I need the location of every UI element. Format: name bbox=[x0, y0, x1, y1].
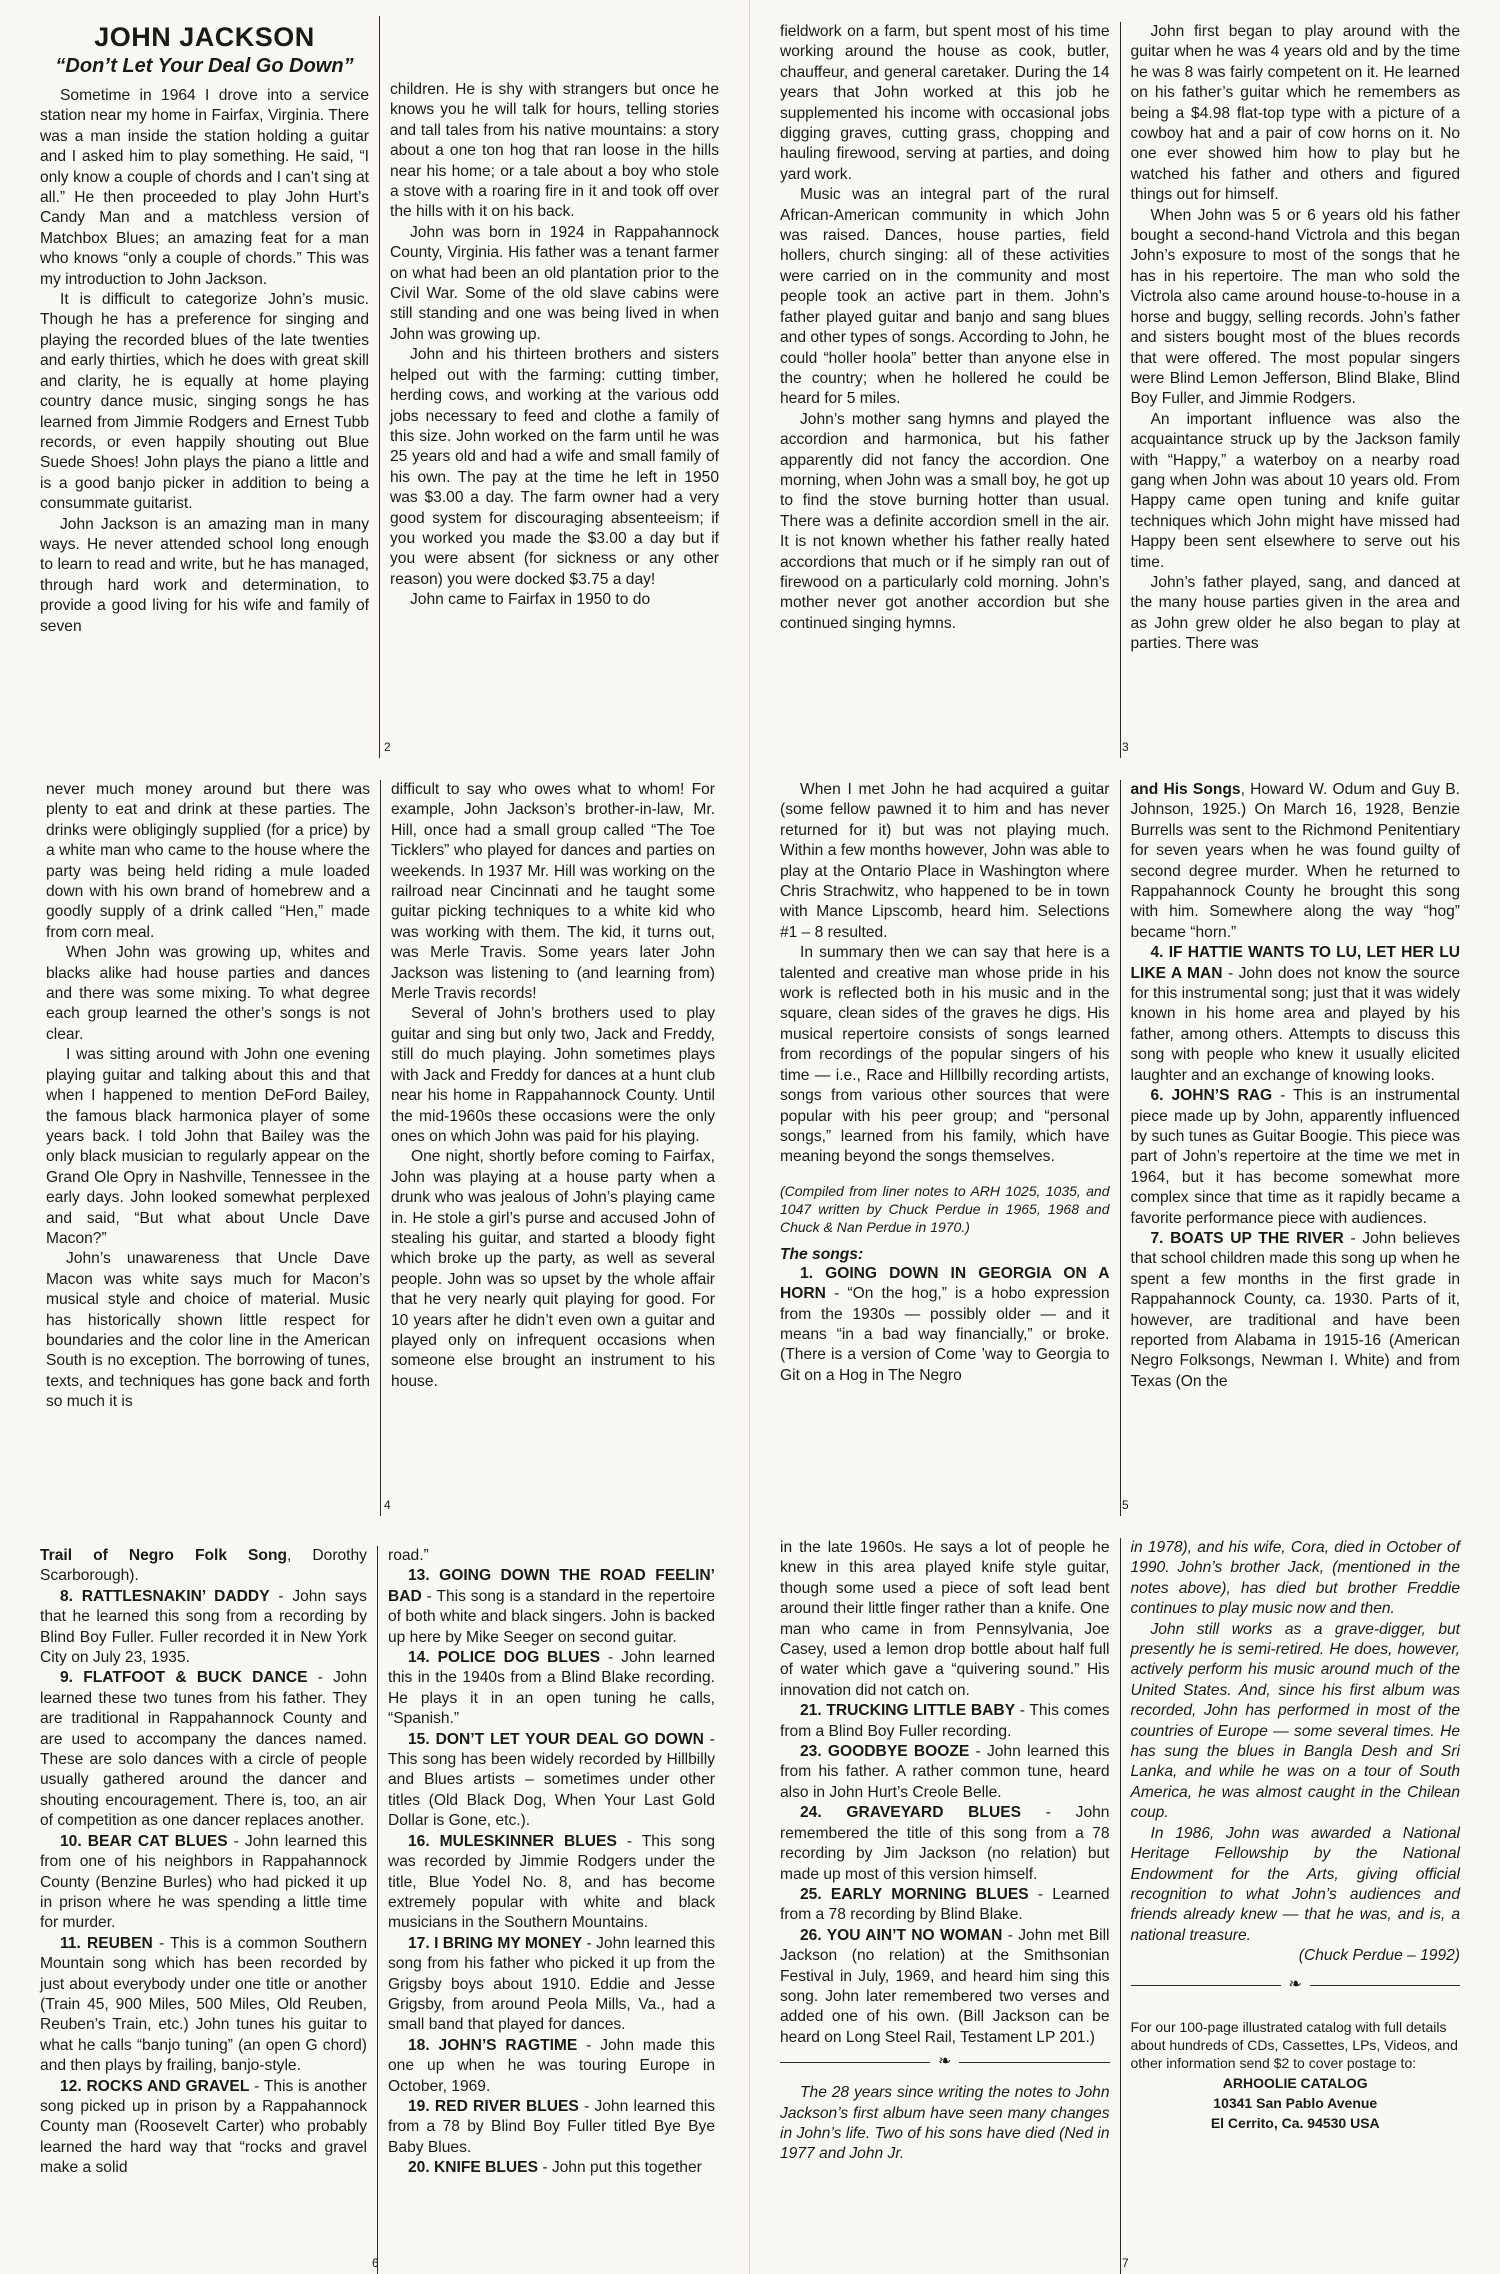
song-text: - John learned this from a 78 by Blind Boy Fuller titled Bye Bye Baby Blues. bbox=[388, 2097, 716, 2156]
song-text: - John learned this from one of his neighbors in Rappahannock County (Benzine Burles) who had picked it up in prison where he was spending a little time for murder. bbox=[40, 1832, 368, 1932]
song-entry bbox=[388, 1730, 715, 1832]
paragraph: fieldwork on a farm, but spent most of his time working around the house as cook, butler, chauffeur, and general caretaker. During the 14 years that John worked at this job he supplemented his income with occasional jobs digging graves, cutting grass, chopping and hauling firewood, serving at parties, and doing yard work. bbox=[780, 23, 1110, 183]
song-title: 8. RATTLESNAKIN’ DADDY bbox=[60, 1587, 270, 1605]
song-title: 24. GRAVEYARD BLUES bbox=[800, 1804, 1022, 1822]
postscript: in 1978), and his wife, Cora, died in October of 1990. John’s brother Jack, (mentioned in the notes above), has died but brother Freddie continues to play music now and then. bbox=[1130, 1539, 1460, 1618]
page-4-column-1 bbox=[0, 780, 380, 1516]
title-block bbox=[40, 22, 369, 78]
song-entry bbox=[40, 1668, 367, 1831]
source-note: (Compiled from liner notes to ARH 1025, 1035, and 1047 written by Chuck Perdue in 1965, 1968 and Chuck & Nan Perdue in 1970.) bbox=[780, 1182, 1110, 1235]
page-6-column-2 bbox=[377, 1546, 749, 2274]
song-title: 13. GOING DOWN THE ROAD FEELIN’ BAD bbox=[388, 1567, 715, 1605]
song-entry bbox=[1131, 780, 1461, 943]
paragraph: John’s mother sang hymns and played the accordion and harmonica, but his father apparently did not fancy the accordion. One morning, when John was a small boy, he got up to find the stove burning hotter than usual. There was a definite accordion smell in the air. It is not known whether his father really hated accordions that much or if he simply ran out of firewood on a particularly cold morning. John’s mother never got another accordion but she continued singing hymns. bbox=[780, 410, 1110, 632]
song-title: 15. DON’T LET YOUR DEAL GO DOWN bbox=[408, 1730, 704, 1748]
song-text: - John learned this from his father. A rather common tune, heard also in John Hurt’s Creole Belle. bbox=[780, 1743, 1110, 1801]
fleuron-icon: ❧ bbox=[930, 2053, 959, 2070]
song-title: 20. KNIFE BLUES bbox=[408, 2159, 538, 2177]
song-entry bbox=[780, 1742, 1110, 1803]
song-entry bbox=[1131, 1229, 1461, 1392]
song-entry bbox=[388, 2036, 715, 2097]
page-4 bbox=[0, 758, 750, 1516]
paragraph: children. He is shy with strangers but once he knows you he will talk for hours, telling stories and tall tales from his native mountains: a story about a one ton hog that ran loose in the hills near his home; or a tale about a boy who stole a stove with a roaring fire in it and took off over the hills with it on his back. bbox=[390, 81, 719, 221]
song-entry bbox=[388, 2097, 715, 2158]
song-text: - This is a common Southern Mountain song which has been recorded by just about everybody under one title or another (Train 45, 900 Miles, 500 Miles, Old Reuben, Reuben’s Train, etc.) John tunes his guitar to what he calls “banjo tuning” (an open G chord) and then plays by frailing, banjo-style. bbox=[40, 1934, 368, 2075]
signature: (Chuck Perdue – 1992) bbox=[1298, 1947, 1460, 1965]
paragraph: John first began to play around with the guitar when he was 4 years old and by the time he was 8 was fairly competent on it. He learned on his father’s guitar which he remembers as being a $4.98 flat-top type with a picture of a cowboy hat and a pair of cow horns on it. No one ever showed him how to play but he watched his father and others and figured things out for himself. bbox=[1130, 23, 1460, 204]
song-title: 9. FLATFOOT & BUCK DANCE bbox=[60, 1669, 308, 1687]
song-text: - This comes from a Blind Boy Fuller recording. bbox=[780, 1702, 1110, 1740]
song-entry bbox=[388, 1648, 715, 1730]
paragraph: Several of John’s brothers used to play guitar and sing but only two, Jack and Freddy, still do much playing. John sometimes plays with Jack and Freddy for dances at a hunt club near his home in Rappahannock County. Until the mid-1960s these occasions were the only ones on which John was paid for his playing. bbox=[391, 1005, 715, 1145]
catalog-info bbox=[1131, 2018, 1461, 2132]
paragraph: An important influence was also the acquaintance struck up by the Jackson family with “Happy,” a waterboy on a nearby road gang when John was about 10 years old. From Happy came open tuning and knife guitar techniques which John might have missed had Happy been sent elsewhere to serve out his time. bbox=[1130, 410, 1460, 571]
song-entry bbox=[40, 1546, 367, 1587]
ornament-divider bbox=[1131, 1975, 1461, 2000]
song-title: 11. REUBEN bbox=[60, 1934, 153, 1952]
song-text: - John learned these two tunes from his father. They are traditional in Rappahannock County and are used to accompany the dances named. These are solo dances with a circle of people usually gathered around the dancer and shouting encouragement. There is, too, an air of competition as one dancer replaces another. bbox=[40, 1669, 367, 1830]
song-text: road.” bbox=[388, 1547, 429, 1564]
page-number: 7 bbox=[1122, 2256, 1129, 2270]
paragraph: In summary then we can say that here is a talented and creative man whose pride in his work is reflected both in his music and in the square, clean sides of the graves he digs. His musical repertoire consists of songs learned from recordings of the popular singers of his time — i.e., Race and Hillbilly recording artists, songs from various other sources that were popular with his peer group; and “personal songs,” learned from his family, which have meaning beyond the songs themselves. bbox=[780, 944, 1110, 1166]
paragraph: Sometime in 1964 I drove into a service station near my home in Fairfax, Virginia. There was a man inside the station holding a guitar and I asked him to play something. He said, “I only know a couple of chords and I can’t sing at all.” He then proceeded to play John Hurt’s Candy Man and a matchless version of Matchbox Blues; an amazing feat for a man who knows “only a couple of chords.” This was my introduction to John Jackson. bbox=[40, 87, 369, 288]
song-entry bbox=[780, 1538, 1110, 1701]
song-entry bbox=[780, 1701, 1110, 1742]
page-5 bbox=[750, 758, 1500, 1516]
page-number: 4 bbox=[384, 1498, 391, 1512]
paragraph: John’s father played, sang, and danced at the many house parties given in the area and as John grew older he also began to play at parties. There was bbox=[1130, 573, 1460, 653]
paragraph: John Jackson is an amazing man in many ways. He never attended school long enough to learn to read and write, but he has managed, through hard work and determination, to provide a good living for his wife and family of seven bbox=[40, 515, 369, 635]
song-text: - John learned this in the 1940s from a Blind Blake recording. He plays it in an open tuning he calls, “Spanish.” bbox=[388, 1649, 715, 1728]
song-text: - “On the hog,” is a hobo expression from the 1930s — possibly older — and it means “in a bad way financially,” or broke. (There is a version of Come ’way to Georgia to Git on a Hog in The Negro bbox=[780, 1285, 1110, 1384]
postscript: The 28 years since writing the notes to John Jackson’s first album have seen many changes in John’s life. Two of his sons have died (Ned in 1977 and John Jr. bbox=[780, 2084, 1110, 2163]
postscript: John still works as a grave-digger, but presently he is semi-retired. He does, however, actively perform his music around much of the United States. And, since his first album was recorded, John has performed in most of the countries of Europe — some several times. He has sung the blues in Bangla Desh and Sri Lanka, and while he was on a tour of South America, he was almost caught in the Chilean coup. bbox=[1130, 1620, 1460, 1822]
song-text: - John made this one up when he was touring Europe in October, 1969. bbox=[388, 2036, 715, 2095]
page-7 bbox=[750, 1516, 1500, 2274]
song-text: - John remembered the title of this song from a 78 recording by Jim Jackson (no relation) but made up most of this version himself. bbox=[780, 1804, 1110, 1883]
song-title: 6. JOHN’S RAG bbox=[1150, 1087, 1273, 1105]
paragraph: never much money around but there was plenty to eat and drink at these parties. The drinks were obligingly supplied (for a price) by a white man who came to the house where the party was being held riding a mule loaded down with his own brand of homebrew and a goodly supply of a drink called “Hen,” made from corn meal. bbox=[46, 781, 370, 941]
paragraph: I was sitting around with John one evening playing guitar and talking about this and that when I happened to mention DeFord Bailey, the famous black harmonica player of some years back. I told John that Bailey was the only black musician to regularly appear on the Grand Ole Opry in Nashville, Tennessee in the early days. John looked somewhat perplexed and said, “But what about Uncle Dave Macon?” bbox=[46, 1046, 370, 1247]
song-entry bbox=[1131, 943, 1461, 1086]
catalog-text: For our 100-page illustrated catalog with full details about hundreds of CDs, Cassettes, LPs, Videos, and other information send $2 to cover postage to: bbox=[1130, 2018, 1458, 2071]
song-title: 7. BOATS UP THE RIVER bbox=[1150, 1229, 1344, 1247]
page-3 bbox=[750, 0, 1500, 758]
song-title: and His Songs bbox=[1130, 781, 1241, 798]
song-text: - This song has been widely recorded by Hillbilly and Blues artists – sometimes under other titles (Old Black Dog, When Your Last Gold Dollar is Gone, etc.). bbox=[388, 1730, 715, 1830]
song-entry bbox=[388, 1546, 715, 1566]
song-entry bbox=[780, 1926, 1110, 2048]
song-entry bbox=[388, 1832, 715, 1934]
song-text: - John learned this song from his father who picked it up from the Grigsby boys about 1910. Eddie and Jesse Grigsby, from around Peola Mills, Va., had a small band that played for dances. bbox=[388, 1934, 715, 2034]
song-text: - John met Bill Jackson (no relation) at the Smithsonian Festival in July, 1969, and heard him sing this song. John later remembered two verses and added one of his own. (Bill Jackson can be heard on Long Steel Rail, Testament LP 201.) bbox=[780, 1926, 1110, 2046]
song-entry bbox=[40, 1587, 367, 1669]
page-7-column-2 bbox=[1120, 1538, 1500, 2274]
song-title: 26. YOU AIN’T NO WOMAN bbox=[800, 1926, 1003, 1944]
song-entry bbox=[1131, 1086, 1461, 1229]
song-title: 21. TRUCKING LITTLE BABY bbox=[800, 1702, 1016, 1720]
page-number: 2 bbox=[384, 740, 391, 754]
song-text: - This is another song picked up in prison by a Rappahannock County man (Roosevelt Carter) who probably learned the hard way that “rocks and gravel make a solid bbox=[40, 2077, 367, 2177]
paragraph: When I met John he had acquired a guitar (some fellow pawned it to him and has never returned for it) but was not playing much. Within a few months however, John was able to play at the Ontario Place in Washington where Chris Strachwitz, who happened to be in town with Mance Lipscomb, heard him. Selections #1 – 8 resulted. bbox=[780, 781, 1110, 941]
song-text: - John believes that school children made this song up when he spent a few months in the first grade in Rappahannock County, ca. 1930. Parts of it, however, are traditional and have been reported from Alabama in 1915-16 (American Negro Folksongs, Newman I. White) and from Texas (On the bbox=[1130, 1229, 1460, 1390]
page-6-column-1 bbox=[0, 1546, 377, 2274]
song-title: 16. MULESKINNER BLUES bbox=[408, 1832, 617, 1850]
page-2-column-1 bbox=[0, 16, 379, 758]
page-number: 3 bbox=[1122, 740, 1129, 754]
paragraph: When John was growing up, whites and blacks alike had house parties and dances and there was some mixing. To what degree each group learned the other’s songs is not clear. bbox=[46, 944, 370, 1043]
song-text: - This song is a standard in the repertoire of both white and black singers. John is backed up here by Mike Seeger on second guitar. bbox=[388, 1587, 715, 1646]
song-entry bbox=[40, 1832, 367, 1934]
page-5-column-2 bbox=[1120, 780, 1500, 1516]
page-2 bbox=[0, 0, 750, 758]
song-entry bbox=[780, 1885, 1110, 1926]
page-title: JOHN JACKSON bbox=[94, 22, 315, 52]
paragraph: One night, shortly before coming to Fairfax, John was playing at a house party when a drunk who was jealous of John’s playing came in. He stole a girl’s purse and accused John of stealing his guitar, and started a bloody fight which broke up the party, as well as several people. John was so upset by the whole affair that he very nearly quit playing for good. For 10 years after he didn’t even own a guitar and played only on infrequent occasions when someone else brought an instrument to his house. bbox=[391, 1148, 715, 1390]
song-title: 4. IF HATTIE WANTS TO LU, LET HER LU LIKE A MAN bbox=[1130, 944, 1460, 982]
song-text: - This song was recorded by Jimmie Rodgers under the title, Blue Yodel No. 8, and has become extremely popular with white and black musicians in the Southern Mountains. bbox=[388, 1832, 715, 1932]
song-title: 18. JOHN’S RAGTIME bbox=[408, 2036, 578, 2054]
song-title: 23. GOODBYE BOOZE bbox=[800, 1743, 970, 1761]
paragraph: John’s unawareness that Uncle Dave Macon was white says much for Macon’s musical style and choice of material. Music has historically shown little respect for boundaries and the color line in the American South is no exception. The borrowing of tunes, texts, and techniques has gone back and forth so much it is bbox=[46, 1250, 370, 1411]
song-text: - John put this together bbox=[537, 2159, 702, 2177]
page-5-column-1 bbox=[750, 780, 1120, 1516]
song-text: , Dorothy Scarborough). bbox=[40, 1547, 367, 1585]
page-7-column-1 bbox=[750, 1538, 1120, 2274]
paragraph: difficult to say who owes what to whom! For example, John Jackson’s brother-in-law, Mr. Hill, once had a small group called “The Toe Ticklers” who played for dances and parties on weekends. In 1937 Mr. Hill was working on the railroad near Cincinnati and he taught some guitar picking techniques to a white kid who was working with them. The kid, it turns out, was Merle Travis. Some years later John Jackson was listening to (and learning from) Merle Travis records! bbox=[391, 781, 715, 1003]
paragraph: John was born in 1924 in Rappahannock County, Virginia. His father was a tenant farmer on what had been an old plantation prior to the Civil War. Some of the old slave cabins were still standing and one was being lived in when John was growing up. bbox=[390, 223, 719, 343]
page-6 bbox=[0, 1516, 750, 2274]
song-title: 17. I BRING MY MONEY bbox=[408, 1934, 583, 1952]
paragraph: Music was an integral part of the rural African-American community in which John was raised. Dances, house parties, field hollers, church singing: all of these activities were carried on in the community and most people took an active part in them. John’s father played guitar and banjo and sang blues and other types of songs. According to John, he could “holler hoola” better than anyone else in the country; when he hollered he could be heard for 5 miles. bbox=[780, 186, 1110, 408]
song-title: 19. RED RIVER BLUES bbox=[408, 2097, 579, 2115]
song-entry bbox=[40, 1934, 367, 2077]
paragraph: It is difficult to categorize John’s music. Though he has a preference for singing and playing the recorded blues of the late twenties and early thirties, which he does with great skill and clarity, he is equally at home playing country dance music, singing songs he has learned from Jimmie Rodgers and Ernest Tubb records, or even happily shouting out Blue Suede Shoes! John plays the piano a little and is a good banjo picker in addition to being a consummate guitarist. bbox=[40, 291, 369, 513]
page-number: 6 bbox=[372, 2256, 379, 2270]
page-2-column-2 bbox=[379, 16, 749, 758]
page-subtitle: “Don’t Let Your Deal Go Down” bbox=[55, 55, 354, 77]
song-entry bbox=[780, 1264, 1110, 1386]
fleuron-icon: ❧ bbox=[1281, 1976, 1310, 1993]
paragraph: John came to Fairfax in 1950 to do bbox=[410, 591, 651, 609]
song-title: 14. POLICE DOG BLUES bbox=[408, 1649, 601, 1667]
catalog-city: El Cerrito, Ca. 94530 USA bbox=[1210, 2114, 1380, 2131]
ornament-divider bbox=[780, 2053, 1110, 2077]
song-entry bbox=[40, 2077, 367, 2179]
song-entry bbox=[388, 1934, 715, 2036]
song-title: 12. ROCKS AND GRAVEL bbox=[60, 2077, 250, 2095]
catalog-street: 10341 San Pablo Avenue bbox=[1213, 2094, 1378, 2111]
paragraph: When John was 5 or 6 years old his father bought a second-hand Victrola and this began John’s exposure to most of the songs that he has in his repertoire. The man who sold the Victrola also came around house-to-house in a horse and buggy, selling records. John’s father and sisters bought most of the blues records that were offered. The most popular singers were Blind Lemon Jefferson, Blind Blake, Blind Boy Fuller, and Jimmie Rodgers. bbox=[1130, 206, 1460, 408]
song-entry bbox=[780, 1803, 1110, 1885]
paragraph: John and his thirteen brothers and sisters helped out with the farming: cutting timber, herding cows, and working at the various odd jobs necessary to feed and clothe a family of this size. John worked on the farm until he was 25 years old and had a wife and small family of his own. The pay at the time he left in 1950 was $3.00 a day. The farm owner had a very good system for discouraging absenteeism; if you worked you made the $3.00 a day but if you were absent (for sickness or any other reason) you were docked $3.75 a day! bbox=[390, 346, 719, 588]
song-text: - This is an instrumental piece made up by John, apparently influenced by such tunes as Guitar Boogie. This piece was part of John’s repertoire at the time we met in 1964, but it has become somewhat more complex since that time as it rapidly became a favorite performance piece with audiences. bbox=[1130, 1087, 1460, 1227]
song-title: 1. GOING DOWN IN GEORGIA ON A HORN bbox=[780, 1264, 1110, 1303]
page-3-column-1 bbox=[750, 22, 1120, 758]
page-3-column-2 bbox=[1120, 22, 1500, 758]
song-entry bbox=[388, 2158, 715, 2178]
songs-heading: The songs: bbox=[780, 1245, 864, 1263]
song-text: , Howard W. Odum and Guy B. Johnson, 1925.) On March 16, 1928, Benzie Burrells was sent to the Richmond Penitentiary for seven years when he was found guilty of second degree murder. When he returned to Rappahannock County he brought this song with him. Somewhere along the way “hog” became “horn.” bbox=[1130, 781, 1460, 941]
song-text: - John says that he learned this song from a recording by Blind Boy Fuller. Fuller recorded it in New York City on July 23, 1935. bbox=[40, 1587, 367, 1667]
page-number: 5 bbox=[1122, 1498, 1129, 1512]
song-title: 10. BEAR CAT BLUES bbox=[60, 1832, 228, 1850]
catalog-name: ARHOOLIE CATALOG bbox=[1222, 2074, 1368, 2091]
song-text: - Learned from a 78 recording by Blind Blake. bbox=[780, 1885, 1110, 1924]
song-title: Trail of Negro Folk Song bbox=[40, 1547, 288, 1564]
song-entry bbox=[388, 1566, 715, 1648]
song-text: - John does not know the source for this instrumental song; just that it was widely known in his home area and played by his father, among others. Attempts to discuss this song with people who knew it usually elicited laughter and an exchange of knowing looks. bbox=[1130, 964, 1460, 1084]
song-text: in the late 1960s. He says a lot of people he knew in this area played knife style guitar, though some used a piece of soft lead bent around their little finger rather than a knife. One man who came in from Pennsylvania, Joe Casey, used a lemon drop bottle about half full of water which gave a “quivering sound.” His innovation did not catch on. bbox=[780, 1539, 1110, 1699]
postscript: In 1986, John was awarded a National Heritage Fellowship by the National Endowment for the Arts, giving official recognition to what John’s audiences and friends already knew — that he was, and is, a national treasure. bbox=[1130, 1824, 1460, 1944]
page-4-column-2 bbox=[380, 780, 749, 1516]
song-title: 25. EARLY MORNING BLUES bbox=[800, 1885, 1029, 1903]
